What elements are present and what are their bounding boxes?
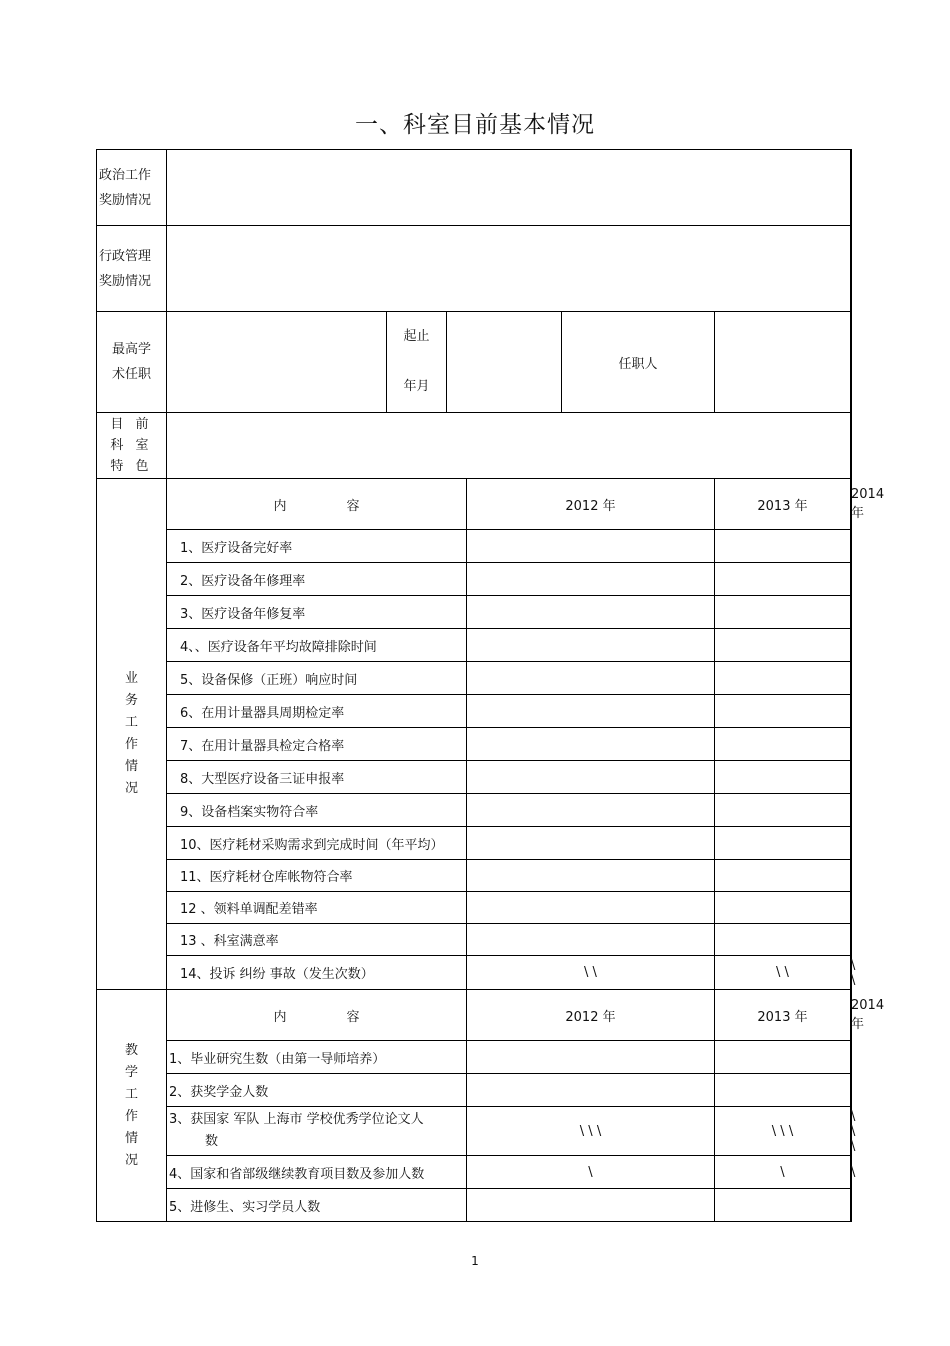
business-header-row: 业 务 工 作 情 况 内 容 2012 年 2013 年 2014 年 <box>97 479 851 530</box>
table-row <box>97 924 851 956</box>
teaching-header-2012: 2012 年 <box>467 990 715 1041</box>
business-item-label: 4、、医疗设备年平均故障排除时间 <box>167 629 467 662</box>
page-number: 1 <box>471 1254 479 1268</box>
table-row <box>97 695 851 728</box>
table-row <box>97 728 851 761</box>
label-start-end: 起止 年月 <box>387 312 447 413</box>
business-item-label: 3、医疗设备年修复率 <box>167 596 467 629</box>
teaching-cell-2013[interactable]: \ \ \ <box>715 1107 851 1156</box>
table-row: 4、国家和省部级继续教育项目数及参加人数 \ \ \ <box>97 1156 851 1189</box>
business-cell-2013[interactable]: \ \ <box>715 956 851 990</box>
label-academic-position: 最高学 术任职 <box>97 312 167 413</box>
business-cell-2012[interactable] <box>467 695 715 728</box>
business-cell-2013[interactable] <box>715 695 851 728</box>
business-item-label: 2、医疗设备年修理率 <box>167 563 467 596</box>
table-row <box>97 1074 851 1107</box>
business-item-label: 13 、科室满意率 <box>167 924 467 956</box>
teaching-cell-2012[interactable] <box>467 1041 715 1074</box>
business-item-label: 12 、领料单调配差错率 <box>167 892 467 924</box>
business-cell-2013[interactable] <box>715 761 851 794</box>
business-cell-2013[interactable] <box>715 860 851 892</box>
business-cell-2013[interactable] <box>715 563 851 596</box>
table-row <box>97 662 851 695</box>
teaching-item-label: 4、国家和省部级继续教育项目数及参加人数 <box>167 1156 467 1189</box>
teaching-item-label: 5、进修生、实习学员人数 <box>167 1189 467 1222</box>
business-item-label: 7、在用计量器具检定合格率 <box>167 728 467 761</box>
row-political-award <box>97 150 851 226</box>
table-row <box>97 827 851 860</box>
business-cell-2013[interactable] <box>715 662 851 695</box>
business-cell-2012[interactable] <box>467 761 715 794</box>
table-row <box>97 596 851 629</box>
table-row <box>97 530 851 563</box>
business-cell-2013[interactable] <box>715 794 851 827</box>
business-cell-2013[interactable] <box>715 596 851 629</box>
business-cell-2013[interactable] <box>715 827 851 860</box>
table-row <box>97 794 851 827</box>
field-appointee[interactable] <box>715 312 851 413</box>
business-item-label: 1、医疗设备完好率 <box>167 530 467 563</box>
business-cell-2012[interactable] <box>467 596 715 629</box>
field-admin-award[interactable] <box>167 226 851 312</box>
business-cell-2012[interactable] <box>467 892 715 924</box>
business-cell-2013[interactable] <box>715 629 851 662</box>
table-row <box>97 892 851 924</box>
business-item-label: 5、设备保修（正班）响应时间 <box>167 662 467 695</box>
row-department-feature <box>97 413 851 479</box>
business-cell-2012[interactable]: \ \ <box>467 956 715 990</box>
teaching-cell-2013[interactable] <box>715 1041 851 1074</box>
teaching-cell-2012[interactable] <box>467 1074 715 1107</box>
business-item-label: 9、设备档案实物符合率 <box>167 794 467 827</box>
row-academic-position <box>97 312 851 413</box>
table-row <box>97 1189 851 1222</box>
teaching-item-label: 1、毕业研究生数（由第一导师培养） <box>167 1041 467 1074</box>
teaching-item-label: 2、获奖学金人数 <box>167 1074 467 1107</box>
business-cell-2012[interactable] <box>467 629 715 662</box>
label-business-section: 业 务 工 作 情 况 <box>97 479 167 990</box>
teaching-header-content: 内 容 <box>167 990 467 1041</box>
business-cell-2012[interactable] <box>467 860 715 892</box>
teaching-item-label: 3、获国家 军队 上海市 学校优秀学位论文人 数 <box>167 1107 467 1156</box>
business-cell-2012[interactable] <box>467 827 715 860</box>
business-cell-2013[interactable] <box>715 892 851 924</box>
field-academic-position[interactable] <box>167 312 387 413</box>
business-cell-2013[interactable] <box>715 728 851 761</box>
table-row: 14、投诉 纠纷 事故（发生次数） \ \ \ \ \ \ <box>97 956 851 990</box>
teaching-cell-2013[interactable] <box>715 1189 851 1222</box>
teaching-cell-2012[interactable]: \ \ \ <box>467 1107 715 1156</box>
business-item-label: 11、医疗耗材仓库帐物符合率 <box>167 860 467 892</box>
department-info-table <box>96 149 885 1222</box>
label-admin-award: 行政管理 奖励情况 <box>97 226 167 312</box>
business-cell-2012[interactable] <box>467 924 715 956</box>
table-row <box>97 563 851 596</box>
teaching-cell-2013[interactable]: \ <box>715 1156 851 1189</box>
business-cell-2012[interactable] <box>467 662 715 695</box>
business-header-2013: 2013 年 <box>715 479 851 530</box>
teaching-header-2013: 2013 年 <box>715 990 851 1041</box>
table-row <box>97 860 851 892</box>
label-teaching-section: 教 学 工 作 情 况 <box>97 990 167 1222</box>
business-header-2012: 2012 年 <box>467 479 715 530</box>
business-item-label: 8、大型医疗设备三证申报率 <box>167 761 467 794</box>
business-cell-2012[interactable] <box>467 794 715 827</box>
business-header-content: 内 容 <box>167 479 467 530</box>
business-cell-2012[interactable] <box>467 728 715 761</box>
field-start-end[interactable] <box>447 312 562 413</box>
business-cell-2013[interactable] <box>715 924 851 956</box>
business-cell-2012[interactable] <box>467 530 715 563</box>
table-row <box>97 629 851 662</box>
teaching-cell-2013[interactable] <box>715 1074 851 1107</box>
teaching-header-row: 教 学 工 作 情 况 内 容 2012 年 2013 年 2014 年 <box>97 990 851 1041</box>
field-department-feature[interactable] <box>167 413 851 479</box>
teaching-cell-2012[interactable]: \ <box>467 1156 715 1189</box>
page-title: 一、科室目前基本情况 <box>355 112 595 138</box>
business-item-label: 10、医疗耗材采购需求到完成时间（年平均） <box>167 827 467 860</box>
table-row: 3、获国家 军队 上海市 学校优秀学位论文人 数 \ \ \ \ \ \ \ \ \ <box>97 1107 851 1156</box>
business-item-label: 6、在用计量器具周期检定率 <box>167 695 467 728</box>
business-cell-2013[interactable] <box>715 530 851 563</box>
table-row <box>97 761 851 794</box>
table-row <box>97 1041 851 1074</box>
row-admin-award <box>97 226 851 312</box>
teaching-cell-2012[interactable] <box>467 1189 715 1222</box>
business-item-label: 14、投诉 纠纷 事故（发生次数） <box>167 956 467 990</box>
business-cell-2012[interactable] <box>467 563 715 596</box>
label-department-feature: 目 前 科 室 特 色 <box>97 413 167 479</box>
label-appointee: 任职人 <box>562 312 715 413</box>
field-political-award[interactable] <box>167 150 851 226</box>
label-political-award: 政治工作 奖励情况 <box>97 150 167 226</box>
